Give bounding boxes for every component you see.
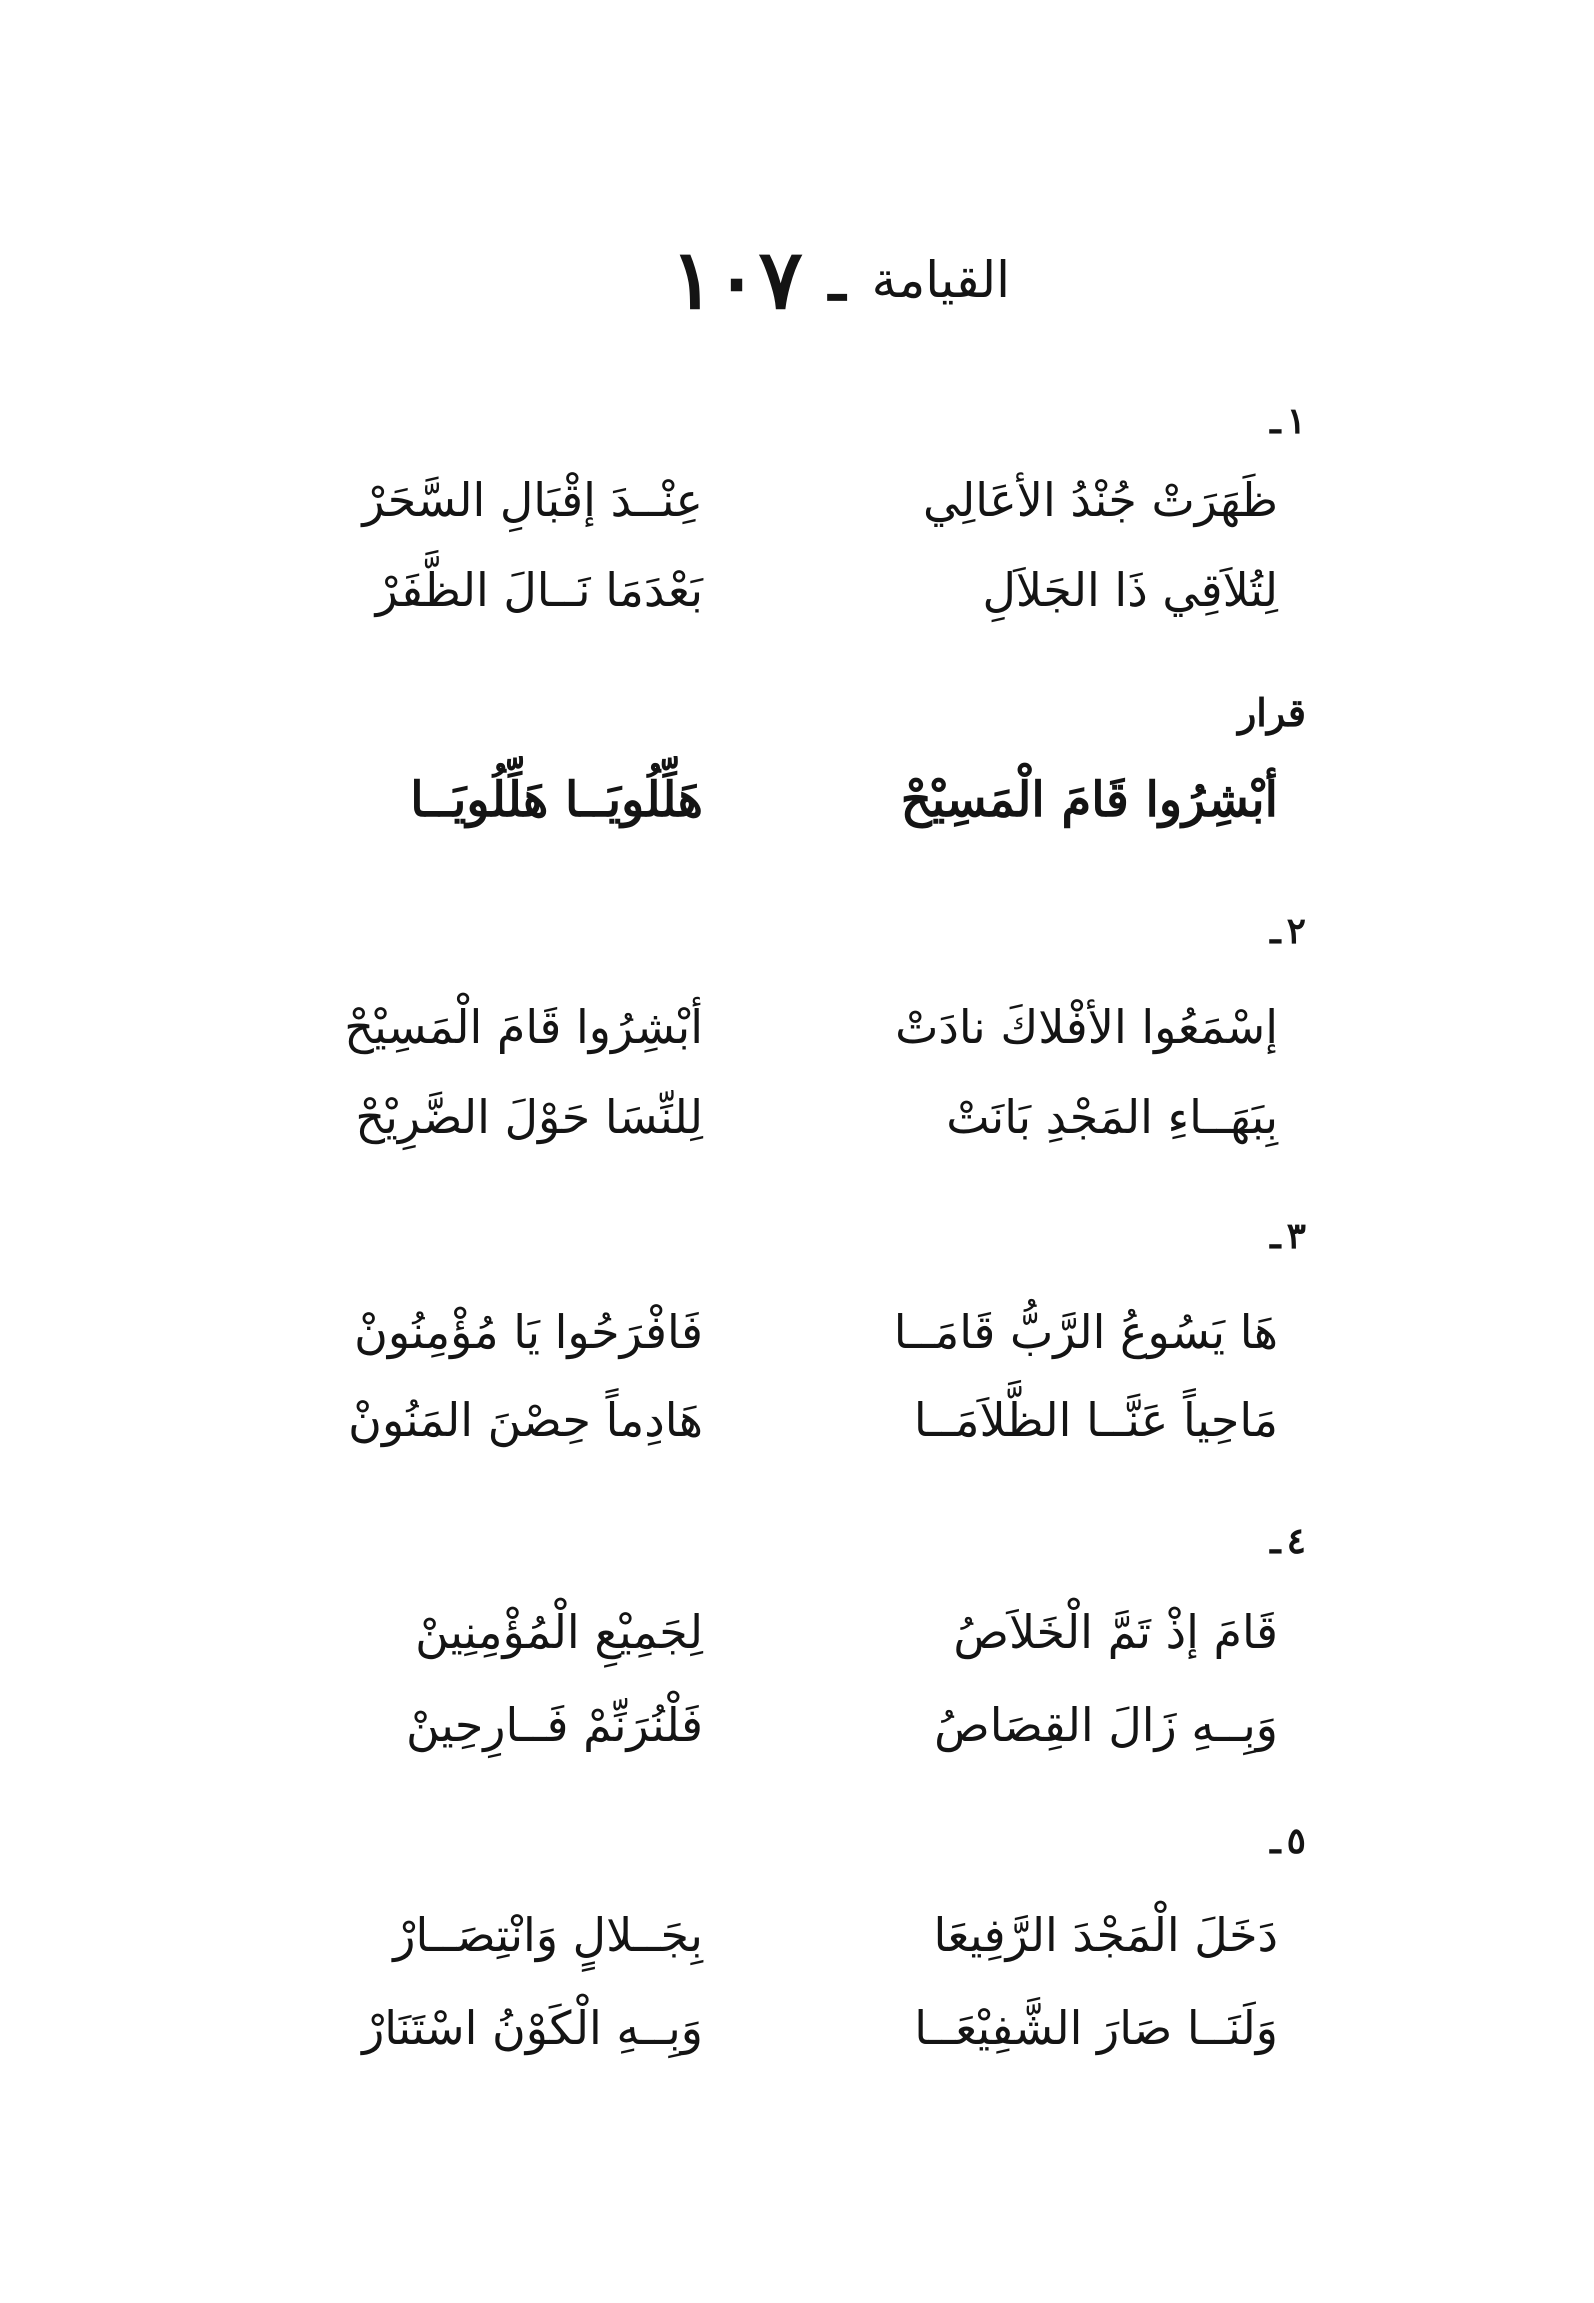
stanza-number-dash: ـ: [1270, 400, 1281, 442]
stanza-3-number: [1270, 1215, 1306, 1257]
stanza-5-number: [1270, 1820, 1306, 1862]
verse-second-hemistich: لِلنِّسَا حَوْلَ الضَّرِيْحْ: [355, 1090, 703, 1144]
stanza-4-line-1: [258, 1590, 1278, 1674]
stanza-1-number: [1270, 400, 1306, 442]
verse-first-hemistich: وَبِــهِ زَالَ القِصَاصُ: [934, 1698, 1278, 1752]
verse-second-hemistich: عِنْــدَ إقْبَالِ السَّحَرْ: [362, 473, 703, 527]
chorus-first-hemistich: أبْشِرُوا قَامَ الْمَسِيْحْ: [900, 772, 1278, 828]
verse-first-hemistich: ظَهَرَتْ جُنْدُ الأعَالِي: [922, 473, 1278, 527]
stanza-number-digit: ٤: [1286, 1520, 1306, 1562]
stanza-number-digit: ٢: [1286, 910, 1306, 952]
verse-second-hemistich: فَافْرَحُوا يَا مُؤْمِنُونْ: [354, 1305, 703, 1359]
verse-first-hemistich: هَا يَسُوعُ الرَّبُّ قَامَــا: [893, 1305, 1278, 1359]
stanza-4-number: [1270, 1520, 1306, 1562]
hymn-title: [560, 230, 1010, 330]
verse-second-hemistich: لِجَمِيْعِ الْمُؤْمِنِينْ: [415, 1605, 703, 1659]
stanza-number-digit: ٣: [1286, 1215, 1306, 1257]
stanza-5-line-2: [258, 1986, 1278, 2070]
chorus-label: قرار: [1237, 690, 1306, 735]
verse-second-hemistich: بَعْدَمَا نَــالَ الظَّفَرْ: [375, 563, 703, 617]
verse-first-hemistich: لِتُلاَقِي ذَا الجَلاَلِ: [982, 563, 1278, 617]
verse-first-hemistich: دَخَلَ الْمَجْدَ الرَّفِيعَا: [933, 1908, 1278, 1962]
stanza-1-line-1: [258, 458, 1278, 542]
verse-second-hemistich: فَلْنُرَنِّمْ فَــارِحِينْ: [405, 1698, 703, 1752]
verse-second-hemistich: هَادِماً حِصْنَ المَنُونْ: [348, 1393, 703, 1447]
verse-first-hemistich: وَلَنَــا صَارَ الشَّفِيْعَــا: [914, 2001, 1278, 2055]
verse-second-hemistich: وَبِــهِ الْكَوْنُ اسْتَنَارْ: [362, 2001, 703, 2055]
stanza-number-digit: ١: [1286, 400, 1306, 442]
stanza-1-line-2: [258, 548, 1278, 632]
stanza-3-line-1: [258, 1290, 1278, 1374]
hymn-title-word: القيامة: [871, 251, 1010, 309]
chorus-second-hemistich: هَلِّلُويَــا هَلِّلُويَــا: [410, 772, 703, 828]
verse-first-hemistich: إسْمَعُوا الأفْلاكَ نادَتْ: [895, 1000, 1278, 1054]
verse-second-hemistich: أبْشِرُوا قَامَ الْمَسِيْحْ: [344, 1000, 703, 1054]
verse-second-hemistich: بِجَــلالٍ وَانْتِصَــارْ: [393, 1908, 703, 1962]
stanza-2-line-2: [258, 1075, 1278, 1159]
stanza-2-line-1: [258, 985, 1278, 1069]
hymn-title-dash: ـ: [828, 246, 846, 314]
stanza-number-dash: ـ: [1270, 1820, 1281, 1862]
stanza-number-dash: ـ: [1270, 910, 1281, 952]
stanza-2-number: [1270, 910, 1306, 952]
hymn-number: ١٠٧: [670, 232, 803, 328]
verse-first-hemistich: بِبَهَــاءِ المَجْدِ بَانَتْ: [946, 1090, 1278, 1144]
stanza-5-line-1: [258, 1893, 1278, 1977]
stanza-number-dash: ـ: [1270, 1215, 1281, 1257]
verse-first-hemistich: قَامَ إذْ تَمَّ الْخَلاَصُ: [953, 1605, 1278, 1659]
stanza-number-digit: ٥: [1286, 1820, 1306, 1862]
stanza-number-dash: ـ: [1270, 1520, 1281, 1562]
verse-first-hemistich: مَاحِياً عَنَّــا الظَّلاَمَــا: [913, 1393, 1278, 1447]
stanza-4-line-2: [258, 1683, 1278, 1767]
stanza-3-line-2: [258, 1378, 1278, 1462]
chorus-line: [258, 758, 1278, 842]
